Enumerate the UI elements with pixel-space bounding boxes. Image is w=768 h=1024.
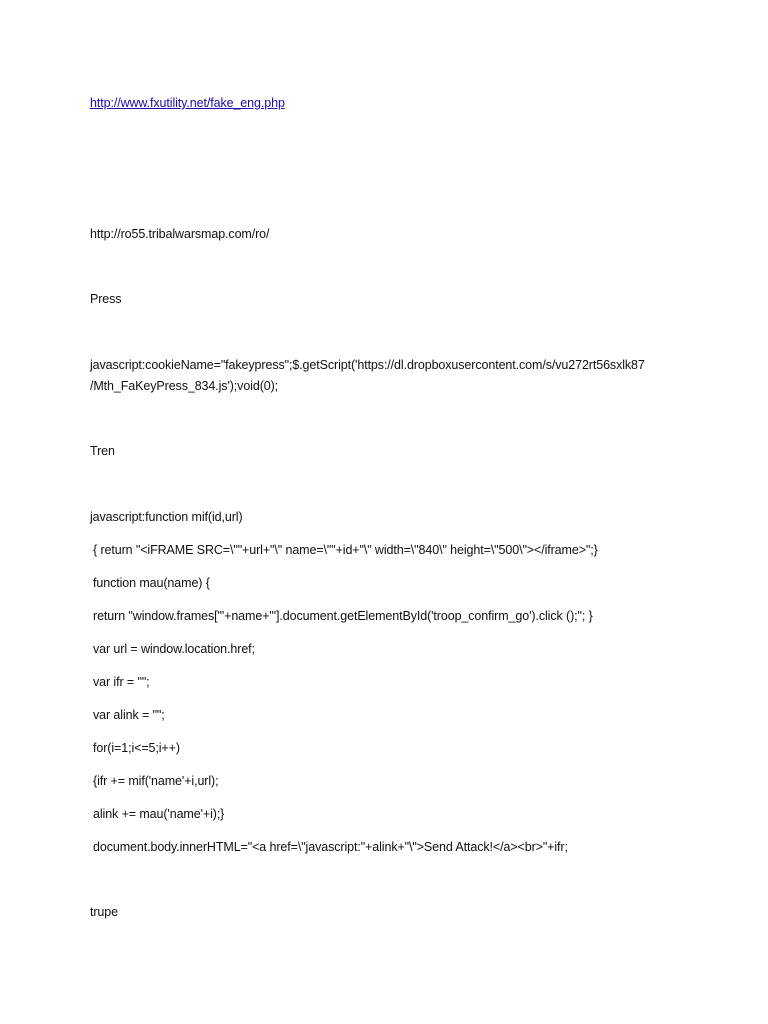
tren-code-line: {ifr += mif('name'+i,url); — [93, 774, 219, 788]
tren-code-line: function mau(name) { — [93, 576, 210, 590]
heading-tren: Tren — [90, 444, 115, 458]
tren-code-line: javascript:function mif(id,url) — [90, 510, 243, 524]
heading-press: Press — [90, 292, 122, 306]
tribalwarsmap-url: http://ro55.tribalwarsmap.com/ro/ — [90, 227, 270, 241]
tren-code-line: var alink = ""; — [93, 708, 165, 722]
press-script-line-2: /Mth_FaKeyPress_834.js');void(0); — [90, 379, 279, 393]
press-script-line-1: javascript:cookieName="fakeypress";$.getScript('https://dl.dropboxusercontent.com/s/vu272rt56sxlk87 — [90, 358, 645, 372]
tren-code-line: for(i=1;i<=5;i++) — [93, 741, 180, 755]
heading-trupe: trupe — [90, 905, 118, 919]
tren-code-line: document.body.innerHTML="<a href=\"javascript:"+alink+"\">Send Attack!</a><br>"+ifr; — [93, 840, 568, 854]
tren-code-line: var url = window.location.href; — [93, 642, 255, 656]
tren-code-line: alink += mau('name'+i);} — [93, 807, 225, 821]
tren-code-line: var ifr = ""; — [93, 675, 150, 689]
tren-code-line: return "window.frames['"+name+"'].document.getElementById('troop_confirm_go').click ();"; } — [93, 609, 593, 623]
fxutility-link[interactable]: http://www.fxutility.net/fake_eng.php — [90, 96, 285, 110]
tren-code-line: { return "<iFRAME SRC=\""+url+"\" name=\""+id+"\" width=\"840\" height=\"500\"></iframe>";} — [93, 543, 598, 557]
